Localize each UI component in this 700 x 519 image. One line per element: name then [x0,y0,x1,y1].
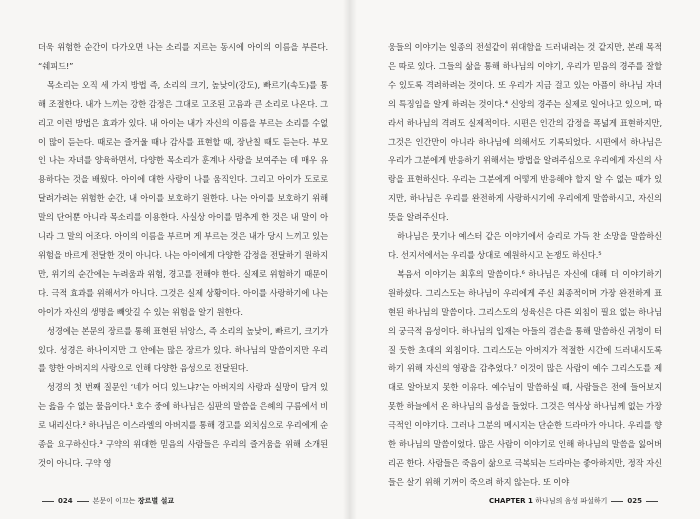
left-page-body [38,38,328,473]
right-page-number: 025 [627,497,642,505]
book-title-part-a: 본문이 이끄는 [92,497,136,505]
right-page [350,0,700,519]
left-page-footer [38,496,174,506]
footer-rule [77,501,89,502]
paragraph: 웅들의 이야기는 일종의 전설같이 위대함을 드러내려는 것 같지만, 본래 목적은 따로 있다. 그들의 삶을 통해 하나님의 이야기, 우리가 믿음의 경주를 잘할 수 있도록 격려하려는 것이다. 또 우리가 지금 걸고 있는 아픔이 하나님 자녀의 특징임을 알게 하려는 것이다.⁴ 신앙의 경주는 실제로 일어나고 있으며, 따라서 하나님의 격려도 실제적이다. 시편은 인간의 감정을 폭넓게 표현하지만, 그것은 인간만이 아니라 하나님에 의해서도 기록되었다. 시편에서 하나님은 우리가 그분에게 반응하기 위해서는 방법을 알려주심으로 우리에게 자신의 사랑을 표현하신다. 우리는 그분에게 어떻게 반응해야 할지 알 수 없는 때가 있지만, 하나님은 우리를 완전하게 사랑하시기에 우리에게 말씀하시고, 자신의 뜻을 알려주신다. [388,42,662,223]
paragraph: 하나님은 뭇기나 예스터 같은 이야기에서 승리로 가득 찬 소망을 말씀하신다. 선지서에서는 우리를 상대로 예원하시고 논쟁도 하신다.⁵ [388,231,662,260]
right-page-body [388,38,662,492]
footer-rule [611,501,623,502]
right-page-footer [489,496,662,506]
book-title-part-b: 장르별 설교 [137,497,175,505]
paragraph: 성경에는 본문의 장르를 통해 표현된 뉘앙스, 즉 소리의 높낮이, 빠르기, 크기가 있다. 성경은 하나이지만 그 안에는 많은 장르가 있다. 하나님의 말씀이지만 우리를 향한 아버지의 사랑으로 인해 다양한 음성으로 전달된다. [38,325,328,374]
footer-rule [646,501,658,502]
footer-rule [42,501,54,502]
paragraph: 목소리는 오직 세 가지 방법 즉, 소리의 크기, 높낮이(강도), 빠르기(속도)를 통해 조절한다. 내가 느끼는 강한 감정은 그대로 고조된 고음과 큰 소리로 나온다. 그리고 이런 방법은 효과가 있다. 내 아이는 내가 자신의 이름을 부르는 소리를 수없이 많이 듣는다. 때로는 즐거울 때나 감사를 표현할 때, 장난칠 때도 듣는다. 부모인 나는 자녀를 양육하면서, 다양한 목소리가 훈계나 사랑을 보여주는 데 매우 유용하다는 것을 배웠다. 아이에 대한 사랑이 나를 움직인다. 그리고 아이가 도로로 달려가려는 위험한 순간, 내 아이를 보호하기 원한다. 나는 아이를 보호하기 위해 말의 단어뿐 아니라 목소리를 이용한다. 사실상 아이를 멈추게 한 것은 내 말이 아니라 그 말의 어조다. 아이의 이름을 부르며 게 부르는 것은 내가 당시 느끼고 있는 위험을 바르게 전달한 것이 아니다. 나는 아이에게 다양한 감정을 전달하기 원하지만, 위기의 순간에는 누려움과 위험, 경고를 전해야 한다. 실제로 위험하기 때문이다. 극적 효과를 위해서가 아니다. 그것은 실제 상황이다. 아이를 사랑하기에 나는 아이가 자신의 생명을 빼앗길 수 있는 위험을 알기 원한다. [38,79,328,317]
chapter-title: 하나님의 음성 파설하기 [535,497,608,505]
left-page-number: 024 [58,497,73,505]
book-gutter [343,0,357,519]
chapter-label: CHAPTER 1 [489,497,533,505]
paragraph: 더욱 위험한 순간이 다가오면 나는 소리를 지르는 동시에 아이의 이름을 부른다. “쉐피드!” [38,42,328,71]
paragraph: 복음서 이야기는 최후의 말씀이다.⁶ 하나님은 자신에 대해 더 이야기하기 원하셨다. 그리스도는 하나님이 우리에게 주신 최종적이며 가장 완전하게 표현된 하나님의 말씀이다. 그리스도의 성육신은 다른 외침이 필요 없는 하나님의 궁극적 음성이다. 하나님의 입재는 아들의 겸손을 통해 말씀하신 귀청이 터질 듯한 초대의 외침이다. 그리스도는 아버지가 적절한 시간에 드러내시도록 하기 위해 자신의 영광을 감추었다.⁷ 이것이 많은 사람이 예수 그리스도를 제대로 알아보지 못한 이유다. 예수님이 말씀하실 때, 사람들은 전에 들어보지 못한 하늘에서 온 하나님의 음성을 들었다. 그것은 역사상 하나님께 없는 가장 극적인 이야기다. 그러나 그분의 메시지는 단순한 드라마가 아니다. 우리를 향한 하나님의 말씀이었다. 많은 사람이 이야기로 인해 하나님의 말씀을 잃어버리곤 한다. 사람들은 죽음이 삶으로 극복되는 드라마는 좋아하지만, 정작 자신들은 살기 위해 기꺼이 죽으려 하지 않는다. 또 이야 [388,268,662,487]
paragraph: 성경의 첫 번째 질문인 ‘네가 어디 있느냐?’는 아버지의 사랑과 실망이 담겨 있는 읊음 수 없는 물음이다.¹ 호수 중에 하나님은 심판의 말씀을 은혜의 구름에서 비로 내리신다.² 하나님은 이스라엘의 아버지를 통해 경고를 외치심으로 우리에게 순종을 요구하신다.³ 구약의 위대한 믿음의 사람들은 우리의 즐거움을 위해 소개된 것이 아니다. 구약 영 [38,382,328,468]
